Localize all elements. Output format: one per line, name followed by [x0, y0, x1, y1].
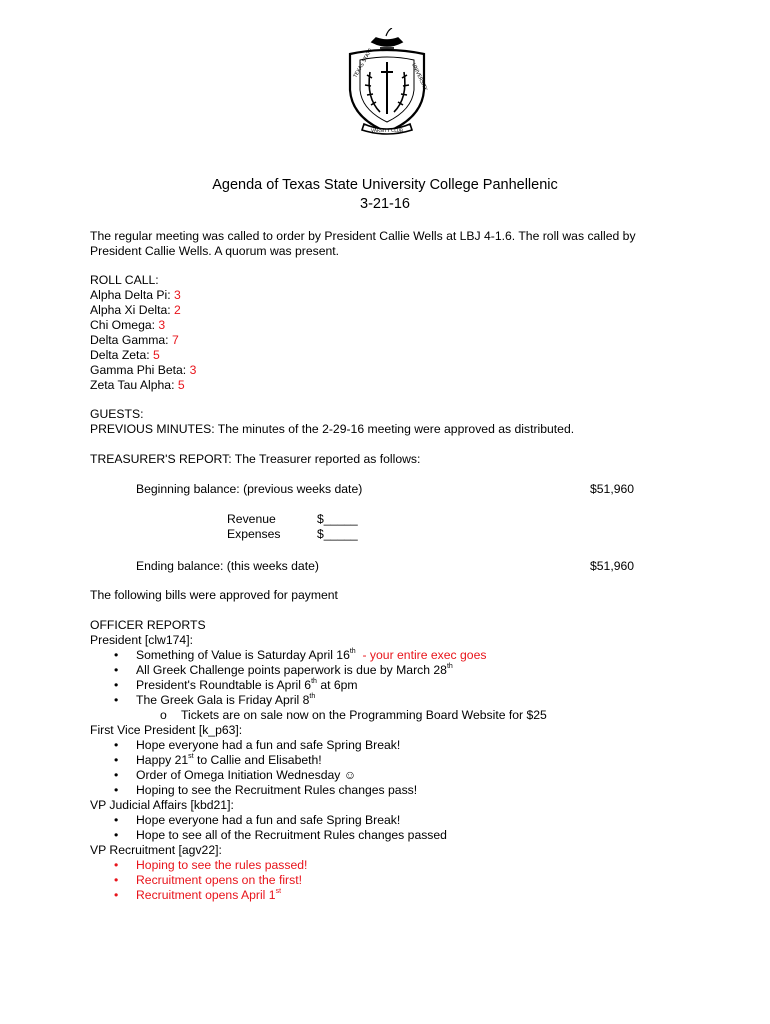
list-item: • The Greek Gala is Friday April 8th: [90, 693, 547, 708]
list-item: • Order of Omega Initiation Wednesday ☺: [90, 768, 547, 783]
officer-reports-heading: OFFICER REPORTS: [90, 618, 206, 632]
svg-text:VARSITY CLUB: VARSITY CLUB: [371, 129, 403, 134]
vp-recruitment-title: VP Recruitment [agv22]:: [90, 843, 222, 857]
agenda-title: Agenda of Texas State University College Panhellenic: [212, 177, 558, 193]
officer-reports-section: [90, 618, 547, 903]
list-item: • Recruitment opens April 1st: [90, 888, 547, 903]
panhellenic-seal-logo: [342, 28, 432, 136]
roll-call-heading: ROLL CALL:: [90, 273, 159, 287]
roll-call-entry: Zeta Tau Alpha: 5: [90, 378, 185, 392]
sub-list-item: o Tickets are on sale now on the Programming Board Website for $25: [90, 708, 547, 723]
revenue-amount: $_____: [317, 512, 358, 526]
expenses-amount: $_____: [317, 527, 358, 541]
guests-heading: GUESTS:: [90, 407, 144, 421]
list-item: • All Greek Challenge points paperwork is due by March 28th: [90, 663, 547, 678]
vp-judicial-title: VP Judicial Affairs [kbd21]:: [90, 798, 234, 812]
svg-text:TEXAS STATE: TEXAS STATE: [352, 47, 375, 79]
ending-balance-label: Ending balance: (this weeks date): [136, 559, 319, 573]
ending-balance-amount: $51,960: [590, 559, 635, 573]
list-item: • Hoping to see the Recruitment Rules changes pass!: [90, 783, 547, 798]
roll-call-section: [90, 273, 196, 393]
bills-approved: The following bills were approved for payment: [90, 588, 338, 602]
list-item: • President's Roundtable is April 6th at 6pm: [90, 678, 547, 693]
treasurer-heading: TREASURER'S REPORT: The Treasurer reported as follows:: [90, 452, 421, 466]
roll-call-entry: Delta Gamma: 7: [90, 333, 179, 347]
list-item: • Hope everyone had a fun and safe Spring Break!: [90, 738, 547, 753]
agenda-date: 3-21-16: [360, 196, 410, 212]
list-item: • Hope to see all of the Recruitment Rules changes passed: [90, 828, 547, 843]
president-title: President [clw174]:: [90, 633, 193, 647]
guests-and-minutes: [90, 407, 574, 437]
list-item: • Hope everyone had a fun and safe Spring Break!: [90, 813, 547, 828]
revenue-label: Revenue: [227, 512, 276, 526]
svg-text:UNIVERSITY: UNIVERSITY: [410, 62, 429, 92]
beginning-balance-label: Beginning balance: (previous weeks date): [136, 482, 363, 496]
previous-minutes: PREVIOUS MINUTES: The minutes of the 2-29-16 meeting were approved as distributed.: [90, 422, 575, 436]
list-item: • Something of Value is Saturday April 16th - your entire exec goes: [90, 648, 547, 663]
roll-call-entry: Delta Zeta: 5: [90, 348, 160, 362]
beginning-balance-amount: $51,960: [590, 482, 635, 496]
roll-call-entry: Chi Omega: 3: [90, 318, 166, 332]
list-item: • Happy 21st to Callie and Elisabeth!: [90, 753, 547, 768]
roll-call-entry: Gamma Phi Beta: 3: [90, 363, 197, 377]
first-vp-title: First Vice President [k_p63]:: [90, 723, 243, 737]
list-item: • Hoping to see the rules passed!: [90, 858, 547, 873]
list-item: • Recruitment opens on the first!: [90, 873, 547, 888]
roll-call-entry: Alpha Delta Pi: 3: [90, 288, 181, 302]
intro-paragraph: The regular meeting was called to order by President Callie Wells at LBJ 4-1.6. The roll was called by President Callie Wells. A quorum was present.: [90, 229, 636, 258]
expenses-label: Expenses: [227, 527, 281, 541]
roll-call-entry: Alpha Xi Delta: 2: [90, 303, 181, 317]
